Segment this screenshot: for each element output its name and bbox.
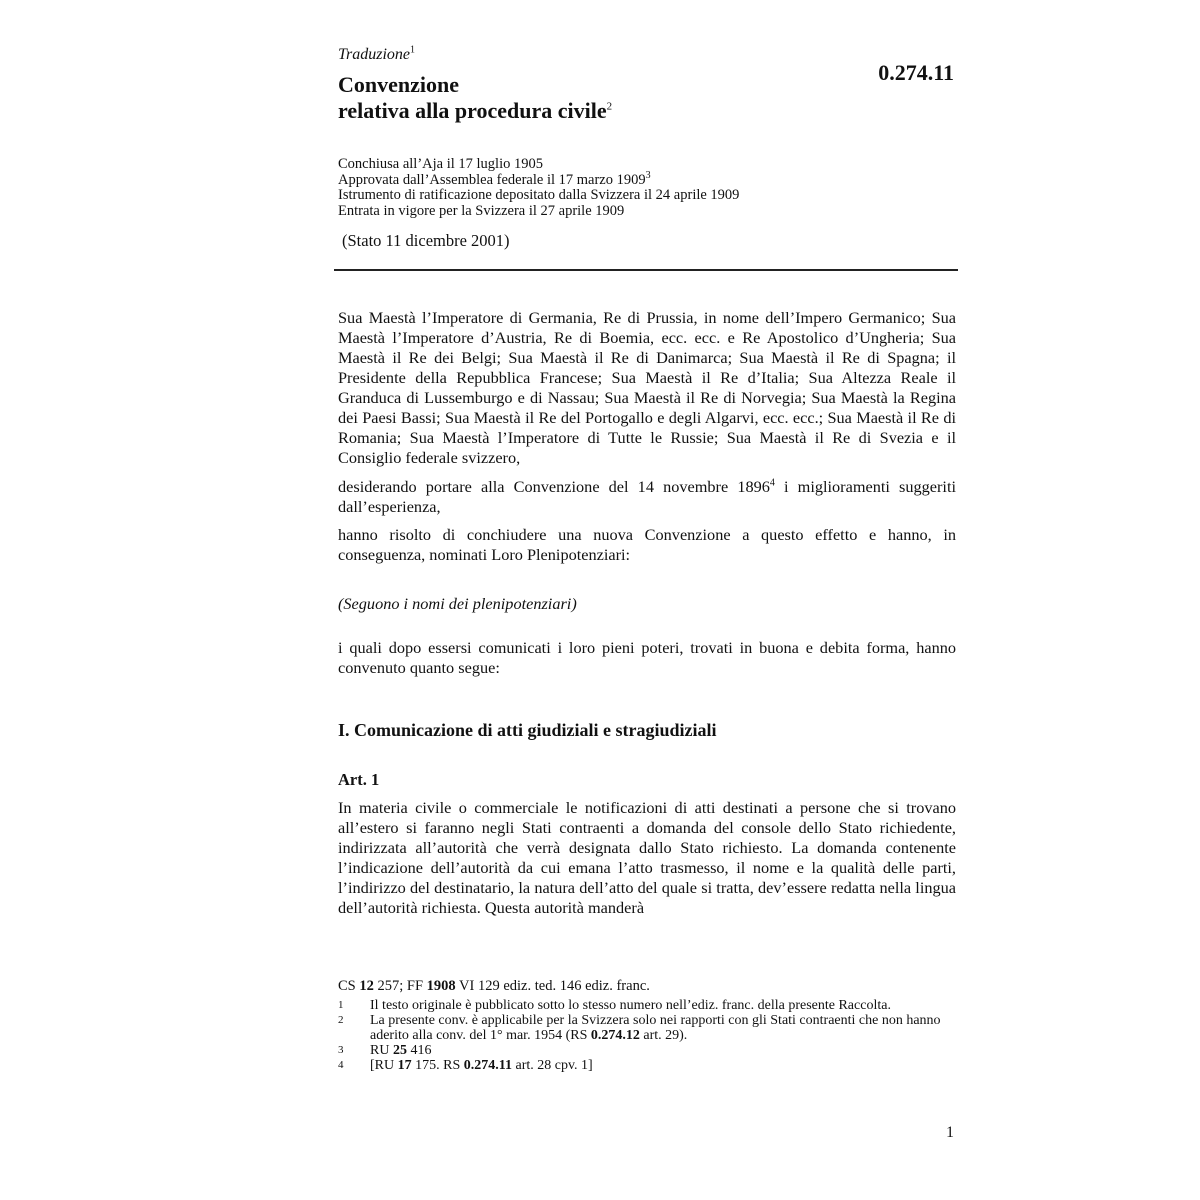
- footnote-number: 1: [338, 999, 344, 1011]
- footnote-number: 2: [338, 1014, 344, 1026]
- footnote-text: RU 25 416: [370, 1043, 432, 1058]
- footnotes: [338, 979, 948, 1073]
- meta-ratification: Istrumento di ratificazione depositato dalla Svizzera il 24 aprile 1909: [338, 187, 740, 203]
- footnote-1: [338, 998, 948, 1013]
- footnote-link[interactable]: 0.274.12: [590, 1028, 640, 1043]
- footnote-ref-2[interactable]: 2: [606, 100, 613, 113]
- footnote-text: La presente conv. è applicabile per la Svizzera solo nei rapporti con gli Stati contraenti che non hanno aderito alla conv. del 1° mar. 1954 (RS 0.274.12 art. 29).: [370, 1013, 941, 1043]
- preamble-desire: desiderando portare alla Convenzione del 14 novembre 1896$^4$ i miglioramenti suggeriti dall’esperienza,: [338, 477, 957, 516]
- preamble-parties: Sua Maestà l’Imperatore di Germania, Re di Prussia, in nome dell’Impero Germanico; Sua Maestà l’Imperatore d’Austria, Re di Boemia, ecc. ecc. e Re Apostolico d’Ungheria; Sua Maestà il Re dei Belgi; Sua Maestà il Re di Danimarca; Sua Maestà il Re di Spagna; il Presidente della Repubblica Francese; Sua Maestà il Re d’Italia; Sua Altezza Reale il Granduca di Lussemburgo e di Nassau; Sua Maestà il Re di Norvegia; Sua Maestà la Regina dei Paesi Bassi; Sua Maestà il Re del Portogallo e degli Algarvi, ecc. ecc.; Sua Maestà il Re di Romania; Sua Maestà l’Imperatore di Tutte le Russie; Sua Maestà il Re di Svezia e il Consiglio federale svizzero,: [338, 308, 956, 467]
- document-meta: [338, 157, 739, 219]
- footnote-2: [338, 1013, 948, 1043]
- status-date: (Stato 11 dicembre 2001): [342, 231, 510, 250]
- section-heading: I. Comunicazione di atti giudiziali e stragiudiziali: [338, 720, 717, 740]
- translation-text: Traduzione: [338, 46, 411, 63]
- footnote-4: [338, 1058, 948, 1073]
- header-divider: [334, 269, 958, 271]
- footnote-text: [RU 17 175. RS 0.274.11 art. 28 cpv. 1]: [370, 1058, 593, 1073]
- footnote-ref-3[interactable]: 3: [645, 169, 651, 181]
- footnote-3: [338, 1043, 948, 1058]
- title-line-2: relativa alla procedura civile$^2$: [338, 98, 613, 123]
- article-heading: Art. 1: [338, 770, 380, 789]
- meta-entry-into-force: Entrata in vigore per la Svizzera il 27 aprile 1909: [338, 202, 625, 219]
- footnote-number: 3: [338, 1044, 344, 1056]
- footnote-source: CS 12 257; FF 1908 VI 129 ediz. ted. 146 ediz. franc.: [338, 978, 650, 994]
- footnote-number: 4: [338, 1059, 344, 1071]
- translation-label: [338, 46, 415, 64]
- footnote-ref-1[interactable]: 1: [410, 44, 416, 56]
- plenipotentiaries-note: (Seguono i nomi dei plenipotenziari): [338, 594, 577, 613]
- footnote-link[interactable]: 0.274.11: [463, 1058, 512, 1073]
- meta-approved: Approvata dall’Assemblea federale il 17 marzo 1909$^3$: [338, 169, 651, 188]
- meta-concluded: Conchiusa all’Aja il 17 luglio 1905: [338, 156, 543, 172]
- title-line-1: Convenzione: [338, 72, 459, 97]
- preamble-resolve: hanno risolto di conchiudere una nuova Convenzione a questo effetto e hanno, in conseguenza, nominati Loro Plenipotenziari:: [338, 525, 956, 564]
- page-number: 1: [946, 1124, 954, 1141]
- footnote-text: Il testo originale è pubblicato sotto lo stesso numero nell’ediz. franc. della presente Raccolta.: [370, 998, 891, 1013]
- document-title: [338, 72, 612, 124]
- article-1-text: In materia civile o commerciale le notificazioni di atti destinati a persone che si trovano all’estero si faranno negli Stati contraenti a domanda del console dello Stato richiedente, indirizzata all’autorità che verrà designata dallo Stato richiesto. La domanda contenente l’indicazione dell’autorità da cui emana l’atto trasmesso, il nome e la qualità delle parti, l’indirizzo del destinatario, la natura dell’atto del quale si tratta, dev’essere redatta nella lingua dell’autorità richiesta. Questa autorità manderà: [338, 798, 956, 917]
- footnote-ref-4[interactable]: 4: [769, 477, 775, 489]
- preamble-agreement: i quali dopo essersi comunicati i loro pieni poteri, trovati in buona e debita forma, hanno convenuto quanto segue:: [338, 638, 956, 677]
- sr-number: 0.274.11: [878, 60, 954, 85]
